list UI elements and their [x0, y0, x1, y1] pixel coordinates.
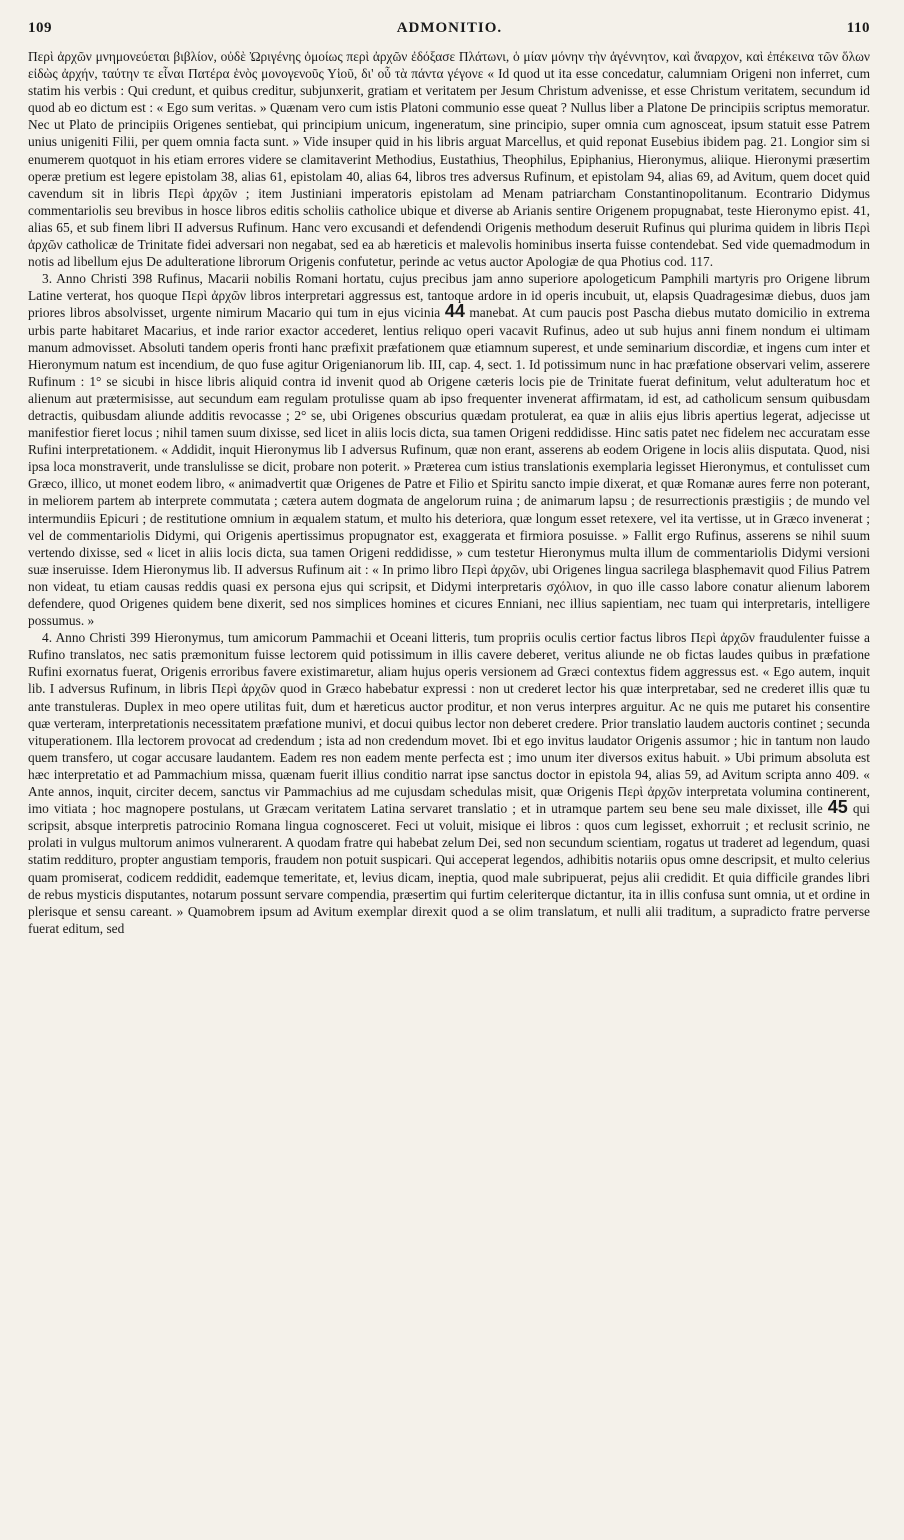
column-marker: 45: [827, 797, 848, 818]
right-page-number: 110: [846, 20, 870, 36]
paragraph-text: manebat. At cum paucis post Pascha diebus mutato domicilio in extrema urbis parte habitaret Macarius, et inde rarior exactor accederet, lentius reliquo operi vacavit Rufinus, adeo ut sub hujus anni finem nondum ei ultimam manum admovisset. Absoluti tandem operis fronti hanc præfixit præfationem quæ etiamnum superest, et unde seminarium discordiæ, et ingens cum inter et Hieronymum natum est incendium, de quo fuse agitur Origenianorum lib. III, cap. 4, sect. 1. Id potissimum nunc in hac præfatione observari velim, asserere Rufinum : 1° se sicubi in hisce libris aliquid contra id invenit quod ab Origene cæteris locis pie de Trinitate fuerat definitum, velut adulteratum hoc et alienum aut prætermisisse, aut secundum eam regulam protulisse quam ab ipso frequenter invenerat affirmatam, id est, ad catholicum sensum quibusdam detractis, quibusdam aliunde additis revocasse ; 2° se, ubi Origenes obscurius quædam protulerat, ea quæ in aliis ejus libris apertius legerat, adjecisse ut manifestior fieret locus ; nihil tamen suum dixisse, sed licet in aliis locis dicta, sua tamen Origeni reddidisse. Hinc satis patet nec fidelem nec accuratam esse Rufini interpretationem. « Addidit, inquit Hieronymus lib I adversus Rufinum, quæ non erant, asserens ab eodem Origene in locis aliis disputata. Quod, nisi ipsa loca monstraverit, unde translulisse se dicit, probare non poterit. » Præterea cum istius translationis exemplaria legisset Hieronymus, et contulisset cum Græco, illico, ut monet eodem libro, « animadvertit quæ Origenes de Patre et Filio et Spiritu sancto impie dixerat, et quæ Romanæ aures ferre non poterant, in meliorem partem ab interprete commutata ; cætera autem dogmata de angelorum ruina ; de animarum lapsu ; de resurrectionis præstigiis ; de mundo vel intermundiis Epicuri ; de restitutione omnium in æqualem statum, et multo his deteriora, quæ longum esset retexere, vel ita vertisse, ut in Græco invenerat ; vel de commentariolis Didymi, qui Origenis apertissimus propugnator est, exaggerata et firmiora posuisse. » Fallit ergo Rufinus, asserens se nihil suum vertendo dixisse, sed « licet in aliis locis dicta, sua tamen Origeni reddidisse, » cum testetur Hieronymus multa illum de commentariolis Didymi versioni suæ inseruisse. Idem Hieronymus lib. II adversus Rufinum ait : « In primo libro Περὶ ἀρχῶν, ubi Origenes lingua sacrilega blasphemavit quod Filius Patrem non videat, tu etiam causas reddis quasi ex persona ejus qui scripsit, et Didymi interpretaris σχόλιον, in quo ille casso labore conatur alienum laborem defendere, quod Origenes quidem bene dixerit, sed nos simplices homines et cicures Enniani, nec illius sapientiam, nec tuam qui interpretaris, intelligere possumus. »: [28, 305, 870, 629]
body-text: [28, 48, 870, 937]
page: [28, 20, 870, 937]
paragraph-3: [28, 270, 870, 629]
paragraph-4: [28, 629, 870, 937]
column-marker: 44: [444, 301, 465, 322]
paragraph-text: Περὶ ἀρχῶν μνημονεύεται βιβλίον, οὐδὲ Ὠριγένης ὁμοίως περὶ ἀρχῶν ἐδόξασε Πλάτωνι, ὁ μίαν μόνην τὴν ἀγέννητον, καὶ ἄναρχον, καὶ ἐπέκεινα τῶν ὅλων εἰδὼς ἀρχήν, ταύτην τε εἶναι Πατέρα ἑνὸς μονογενοῦς Υἱοῦ, δι' οὗ τὰ πάντα γέγονε « Id quod ut ita esse concedatur, calumniam Origeni non inferret, cum statim his verbis : Qui credunt, et quibus creditur, subjunxerit, gratiam et veritatem per Jesum Christum advenisse, et esse Christum veritatem, secundum id quod ab eo dictum est : « Ego sum veritas. » Quænam vero cum istis Platoni communio esse queat ? Nullus liber a Platone De principiis scriptus memoratur. Nec ut Plato de principiis Origenes sentiebat, qui principium unicum, ingeneratum, sine principio, super omnia cum agnosceat, ipsum statuit esse Patrem unius unigeniti Filii, per quem omnia facta sunt. » Vide insuper quid in his libris arguat Marcellus, et quid reponat Eusebius ibidem pag. 21. Longior sim si enumerem quotquot in his etiam errores videre se clamitaverint Methodius, Eustathius, Theophilus, Epiphanius, Hieronymus, aliique. Hieronymi præsertim operæ pretium est legere epistolam 38, alias 61, epistolam 40, alias 64, libros tres adversus Rufinum, et epistolam 94, alias 69, ad Avitum, quem docet quid cavendum sit in libris Περὶ ἀρχῶν ; item Justiniani imperatoris epistolam ad Menam patriarcham Constantinopolitanum. Econtrario Didymus commentariolis seu brevibus in hosce libros editis scholiis catholice ubique et diverse ab Arianis sentire Origenem propugnabat, teste Hieronymo epist. 41, alias 65, et sub finem libri II adversus Rufinum. Hanc vero excusandi et defendendi Origenis methodum deseruit Rufinus qui plurima quidem in libris Περὶ ἀρχῶν catholicæ de Trinitate fidei adversari non negabat, sed ea ab hæreticis et malevolis hominibus inserta fuisse contendebat. Sed vide quemadmodum in notis ad libellum ejus De adulteratione librorum Origenis confutetur, perinde ac vetus auctor Apologiæ de qua Photius cod. 117.: [28, 49, 870, 270]
left-page-number: 109: [28, 20, 52, 36]
paragraph-continuation: [28, 48, 870, 270]
paragraph-text: 4. Anno Christi 399 Hieronymus, tum amicorum Pammachii et Oceani litteris, tum propriis oculis certior factus libros Περὶ ἀρχῶν fraudulenter fuisse a Rufino translatos, nec satis præmonitum fuisse lectorem quid potissimum in illis cavere deberet, veritus aliunde ne ob fictas laudes quibus in præfatione Rufini exornatus fuerat, Origenis erroribus favere existimaretur, aliam hujus operis versionem ad Græci contextus fidem aggressus est. « Ego autem, inquit lib. I adversus Rufinum, in libris Περὶ ἀρχῶν quod in Græco habebatur expressi : non ut crederet lector his quæ interpretabar, sed ne crederet illis quæ tu ante transtuleras. Duplex in meo opere utilitas fuit, dum et hæreticus auctor proditur, et non verus interpres arguitur. Ac ne quis me putaret his consentire quæ verteram, interpretationis necessitatem præfatione munivi, et docui quibus lector non deberet credere. Prior translatio laudem auctoris continet ; secunda vituperationem. Illa lectorem provocat ad credendum ; ista ad non credendum movet. Ibi et ego invitus laudator Origenis assumor ; hic in tantum non laudo quem transfero, ut cogar accusare laudantem. Eadem res non eadem mente perfecta est ; imo unum iter diversos exitus habuit. » Ubi primum absoluta est hæc interpretatio et ad Pammachium missa, quænam fuerit illius conditio narrat ipse sanctus doctor in epistola 94, alias 59, ad Avitum scripta anno 409. « Ante annos, inquit, circiter decem, sanctus vir Pammachius ad me cujusdam schedulas misit, quæ Origenis Περὶ ἀρχῶν interpretata volumina continerent, imo vitiata ; hoc magnopere postulans, ut Græcam veritatem Latina servaret translatio ; et in utramque partem seu bene seu male dixisset, ille: [28, 630, 870, 817]
running-header: [28, 20, 870, 48]
running-title: ADMONITIO.: [396, 20, 503, 36]
paragraph-text: qui scripsit, absque interpretis patrocinio Romana lingua cognosceret. Feci ut voluit, misique ei libros : quos cum legisset, exhorruit ; et reclusit scrinio, ne prolati in vulgus multorum animos vulnerarent. A quodam fratre qui habebat zelum Dei, sed non secundum scientiam, rogatus ut traderet ad legendum, quasi statim redditurо, propter angustiam temporis, fraudem non potuit suspicari. Qui acceperat legendos, adhibitis notariis opus omne descripsit, et multo celerius quam promiserat, codicem reddidit, eademque temeritate, et, levius dicam, ineptia, quod male subripuerat, pejus alii credidit. Et quia difficile grandes libri de rebus mysticis disputantes, notarum possunt servare compendia, præsertim qui furtim celeriterque dictantur, ita in illis confusa sunt omnia, ut et ordine in plerisque et sensu careant. » Quamobrem ipsum ad Avitum exemplar direxit quod a se olim translatum, et nulli alii traditum, a supradicto fratre perverse fuerat editum, sed: [28, 801, 870, 936]
paragraph-text: 3. Anno Christi 398 Rufinus, Macarii nobilis Romani hortatu, cujus precibus jam anno superiore apologeticum Pamphili martyris pro Origene librum Latine verterat, hos quoque Περὶ ἀρχῶν libros interpretari aggressus est, tantoque ardore in id operis incubuit, ut, elapsis Quadragesimæ diebus, duos jam priores libros absolvisset, urgente nimirum Macario qui tum in ejus vicinia: [28, 271, 870, 321]
